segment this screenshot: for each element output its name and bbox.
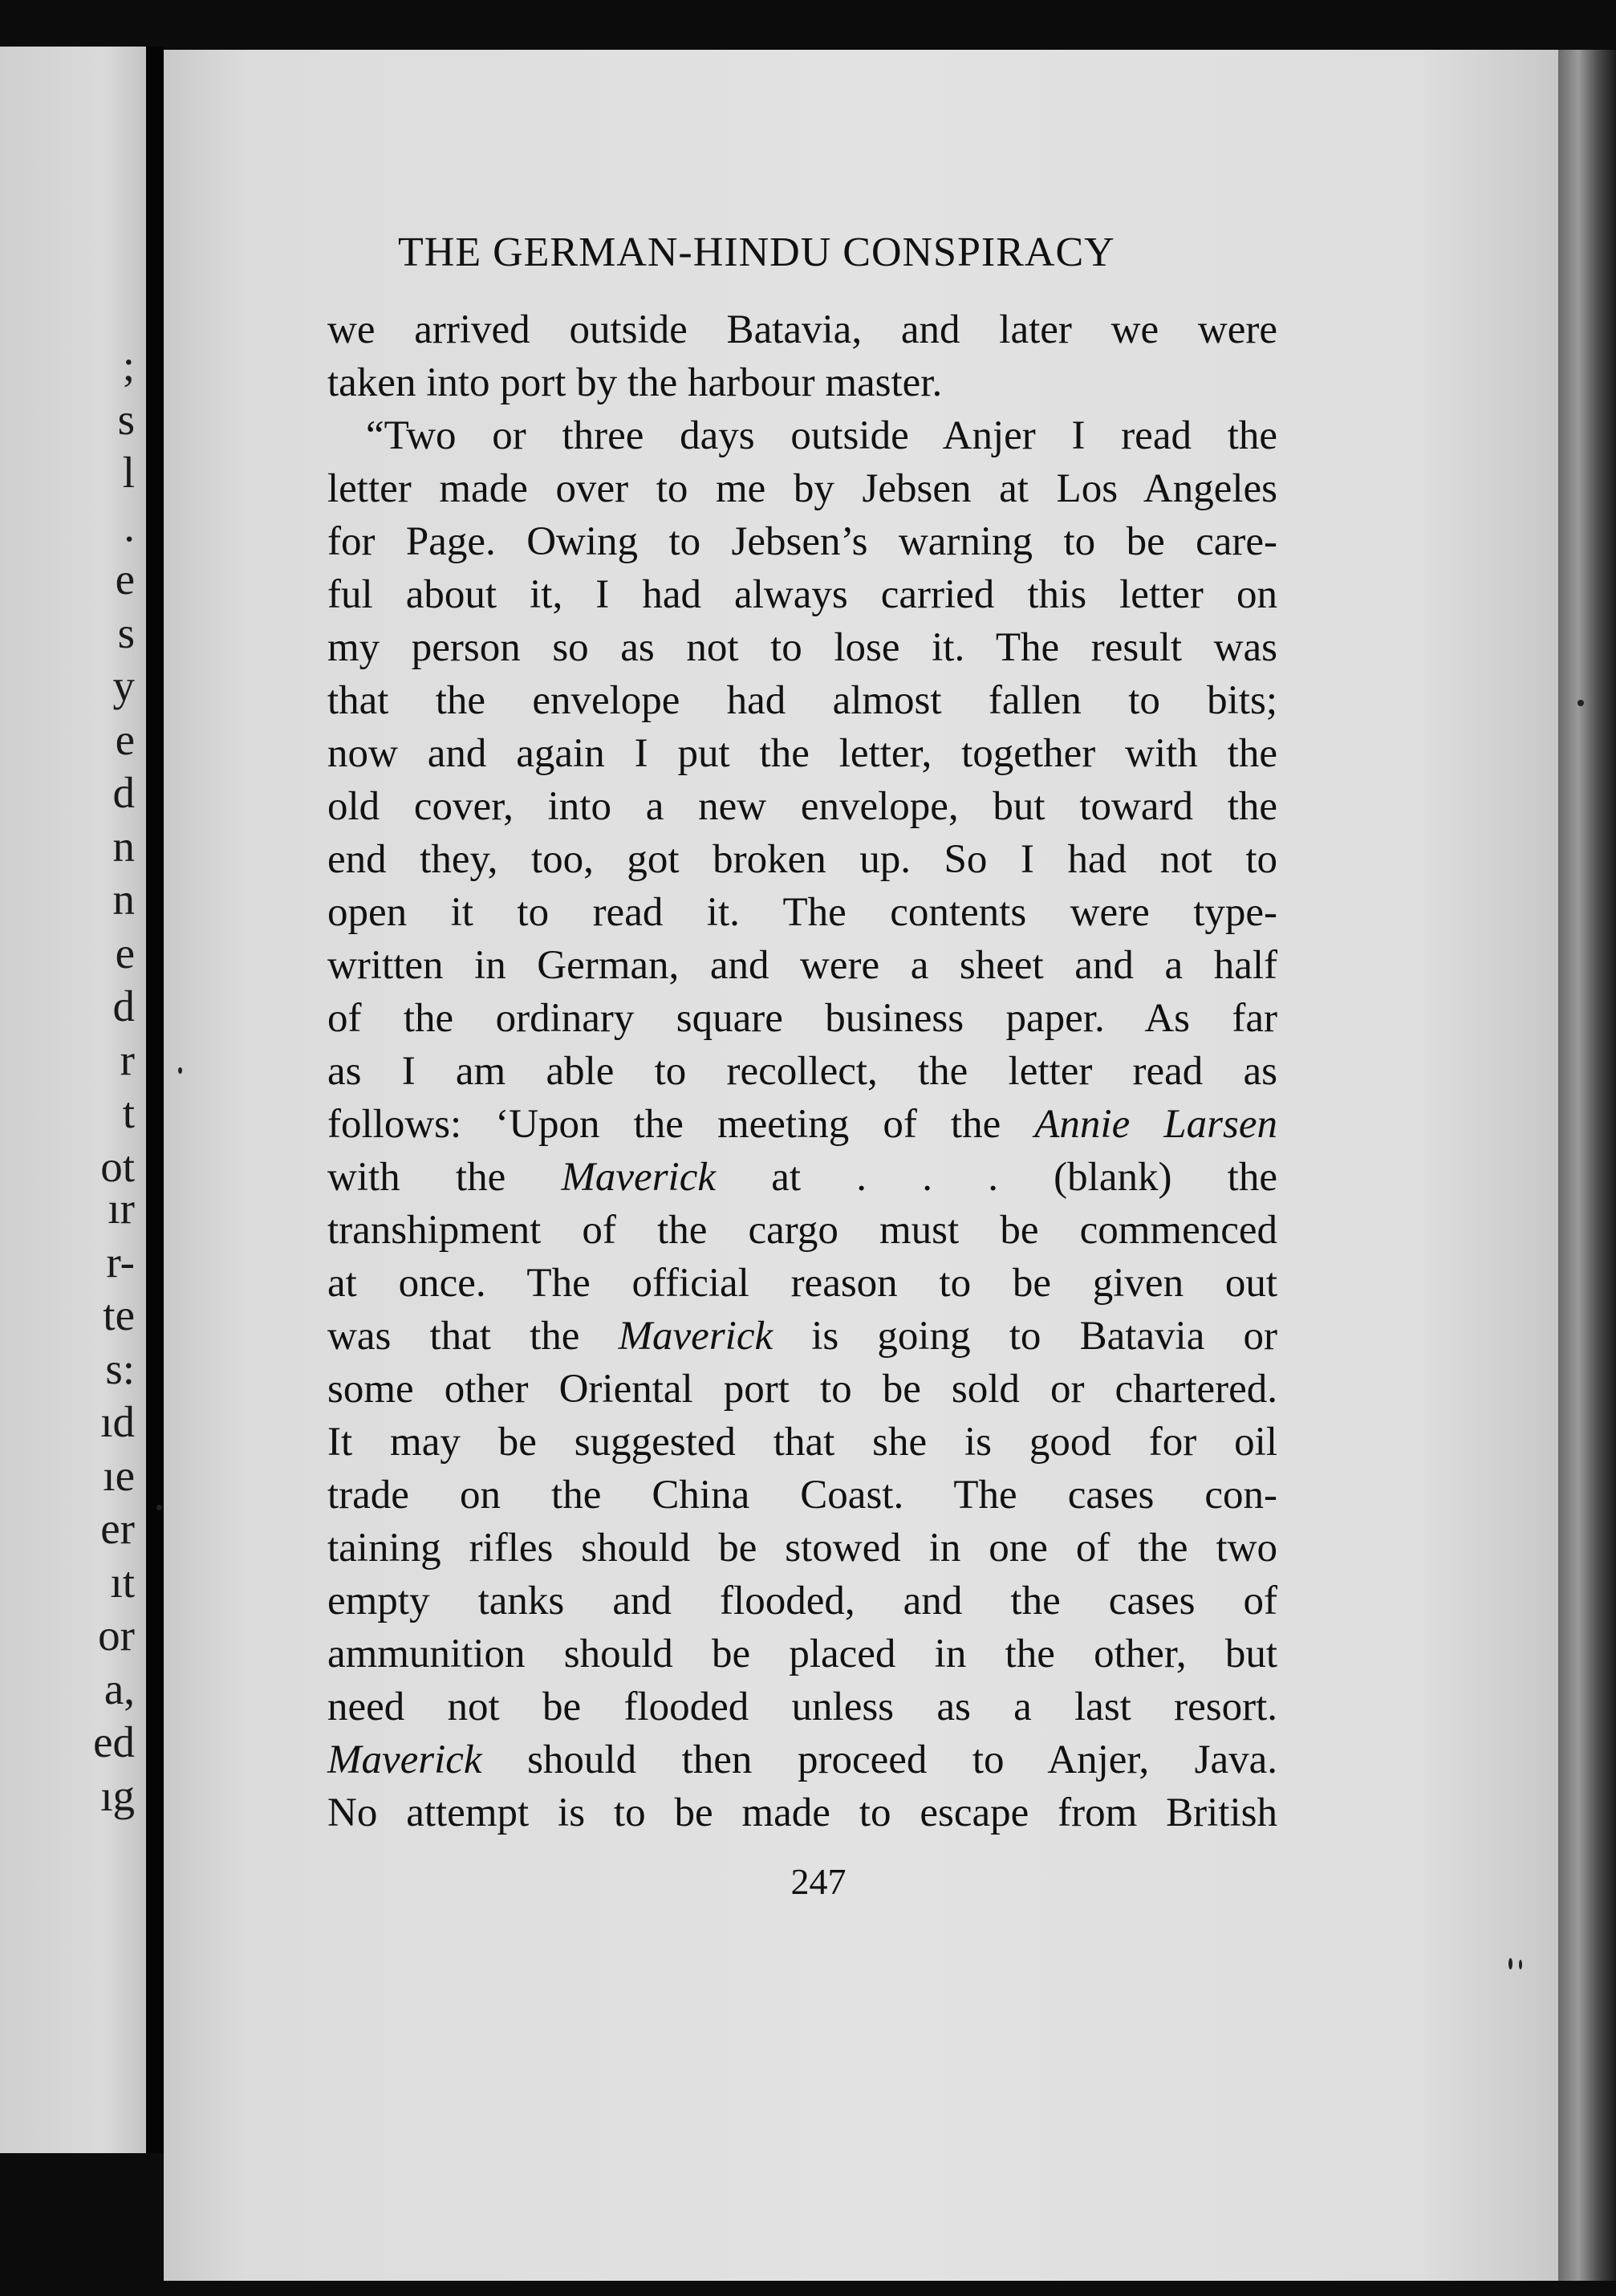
margin-char: n — [112, 821, 135, 871]
margin-char: ıg — [100, 1770, 135, 1820]
margin-char: ; — [122, 341, 135, 390]
italic-text: Maverick — [327, 1737, 482, 1782]
text-line — [327, 1098, 1277, 1151]
margin-char: l — [122, 448, 135, 497]
text-segment: as I am able to recollect, the letter read as — [327, 1049, 1277, 1094]
text-segment: with the — [327, 1155, 562, 1200]
text-line — [327, 462, 1277, 515]
text-line — [327, 1045, 1277, 1098]
facing-page — [0, 47, 146, 2153]
text-line — [327, 1733, 1277, 1786]
text-segment: of the ordinary square business paper. As far — [327, 996, 1277, 1041]
text-segment: for Page. Owing to Jebsen’s warning to be care- — [327, 519, 1277, 564]
text-segment: at once. The official reason to be given out — [327, 1261, 1277, 1306]
text-line — [327, 1522, 1277, 1575]
text-line — [327, 1363, 1277, 1416]
italic-text: Maverick — [618, 1314, 773, 1359]
text-line — [327, 833, 1277, 886]
margin-char: ed — [93, 1717, 135, 1766]
running-header: THE GERMAN-HINDU CONSPIRACY — [398, 230, 1115, 275]
text-segment: was that the — [327, 1314, 619, 1359]
book-gutter — [146, 47, 164, 2153]
italic-text: Annie Larsen — [1034, 1102, 1278, 1147]
text-segment: transhipment of the cargo must be commenced — [327, 1208, 1277, 1253]
page-number: 247 — [790, 1861, 847, 1902]
text-line — [327, 356, 1277, 409]
text-line — [327, 1469, 1277, 1522]
text-segment: taining rifles should be stowed in one of the two — [327, 1526, 1277, 1571]
text-segment: is going to Batavia or — [773, 1314, 1277, 1359]
margin-char: er — [100, 1504, 135, 1553]
text-line — [327, 1786, 1277, 1839]
margin-char: t — [122, 1088, 135, 1137]
margin-char: d — [112, 768, 135, 817]
text-segment: old cover, into a new envelope, but toward the — [327, 784, 1277, 829]
margin-char: te — [103, 1290, 135, 1339]
text-line — [327, 1628, 1277, 1680]
margin-char: r — [120, 1034, 135, 1084]
text-segment: need not be flooded unless as a last resort. — [327, 1684, 1277, 1729]
page-edge — [1558, 50, 1616, 2281]
margin-char: y — [112, 661, 135, 710]
text-line — [327, 1204, 1277, 1257]
text-segment: some other Oriental port to be sold or chartered. — [327, 1367, 1277, 1412]
text-line — [327, 780, 1277, 833]
text-line — [327, 939, 1277, 992]
text-line — [327, 1575, 1277, 1628]
margin-char: a, — [104, 1664, 135, 1713]
text-line — [327, 303, 1277, 356]
text-line — [327, 727, 1277, 780]
text-line — [327, 992, 1277, 1045]
text-line — [327, 1680, 1277, 1733]
margin-char: . — [124, 501, 135, 551]
text-line — [327, 409, 1277, 462]
margin-char: r- — [106, 1237, 135, 1286]
text-segment: at . . . (blank) the — [715, 1155, 1277, 1200]
italic-text: Maverick — [561, 1155, 716, 1200]
margin-char: s — [117, 394, 135, 444]
text-segment: It may be suggested that she is good for oil — [327, 1420, 1277, 1465]
text-segment: No attempt is to be made to escape from British — [327, 1790, 1277, 1835]
body-text — [327, 303, 1277, 1839]
text-line — [327, 674, 1277, 727]
text-segment: “Two or three days outside Anjer I read the — [366, 413, 1277, 458]
margin-char: ıd — [100, 1397, 135, 1446]
text-segment: taken into port by the harbour master. — [327, 360, 943, 405]
margin-char: e — [115, 714, 135, 764]
text-segment: written in German, and were a sheet and a half — [327, 943, 1277, 988]
margin-char: n — [112, 875, 135, 924]
text-line — [327, 568, 1277, 621]
text-segment: follows: ‘Upon the meeting of the — [327, 1102, 1035, 1147]
text-segment: should then proceed to Anjer, Java. — [481, 1737, 1277, 1782]
margin-char: ıt — [110, 1557, 135, 1607]
text-segment: trade on the China Coast. The cases con- — [327, 1473, 1277, 1518]
margin-char: ot — [100, 1141, 135, 1191]
text-segment: ful about it, I had always carried this letter on — [327, 572, 1277, 617]
margin-char: s — [117, 608, 135, 657]
margin-char: e — [115, 555, 135, 603]
margin-char: ıe — [103, 1450, 135, 1500]
margin-char: or — [98, 1611, 135, 1660]
margin-char: e — [115, 928, 135, 977]
text-segment: my person so as not to lose it. The result was — [327, 625, 1277, 670]
text-segment: letter made over to me by Jebsen at Los Angeles — [327, 466, 1277, 511]
text-line — [327, 1310, 1277, 1363]
margin-char: d — [112, 981, 135, 1030]
margin-char: ır — [108, 1184, 135, 1233]
text-line — [327, 886, 1277, 939]
text-line — [327, 621, 1277, 674]
text-segment: open it to read it. The contents were type- — [327, 890, 1277, 935]
text-segment: we arrived outside Batavia, and later we were — [327, 307, 1277, 352]
text-segment: empty tanks and flooded, and the cases of — [327, 1579, 1277, 1623]
text-segment: ammunition should be placed in the other, but — [327, 1632, 1277, 1676]
text-line — [327, 1151, 1277, 1204]
text-segment: end they, too, got broken up. So I had not to — [327, 837, 1277, 882]
text-line — [327, 1257, 1277, 1310]
text-segment: that the envelope had almost fallen to bits; — [327, 678, 1277, 723]
text-line — [327, 515, 1277, 568]
margin-char: s: — [105, 1343, 135, 1393]
text-segment: now and again I put the letter, together with the — [327, 731, 1277, 776]
text-line — [327, 1416, 1277, 1469]
